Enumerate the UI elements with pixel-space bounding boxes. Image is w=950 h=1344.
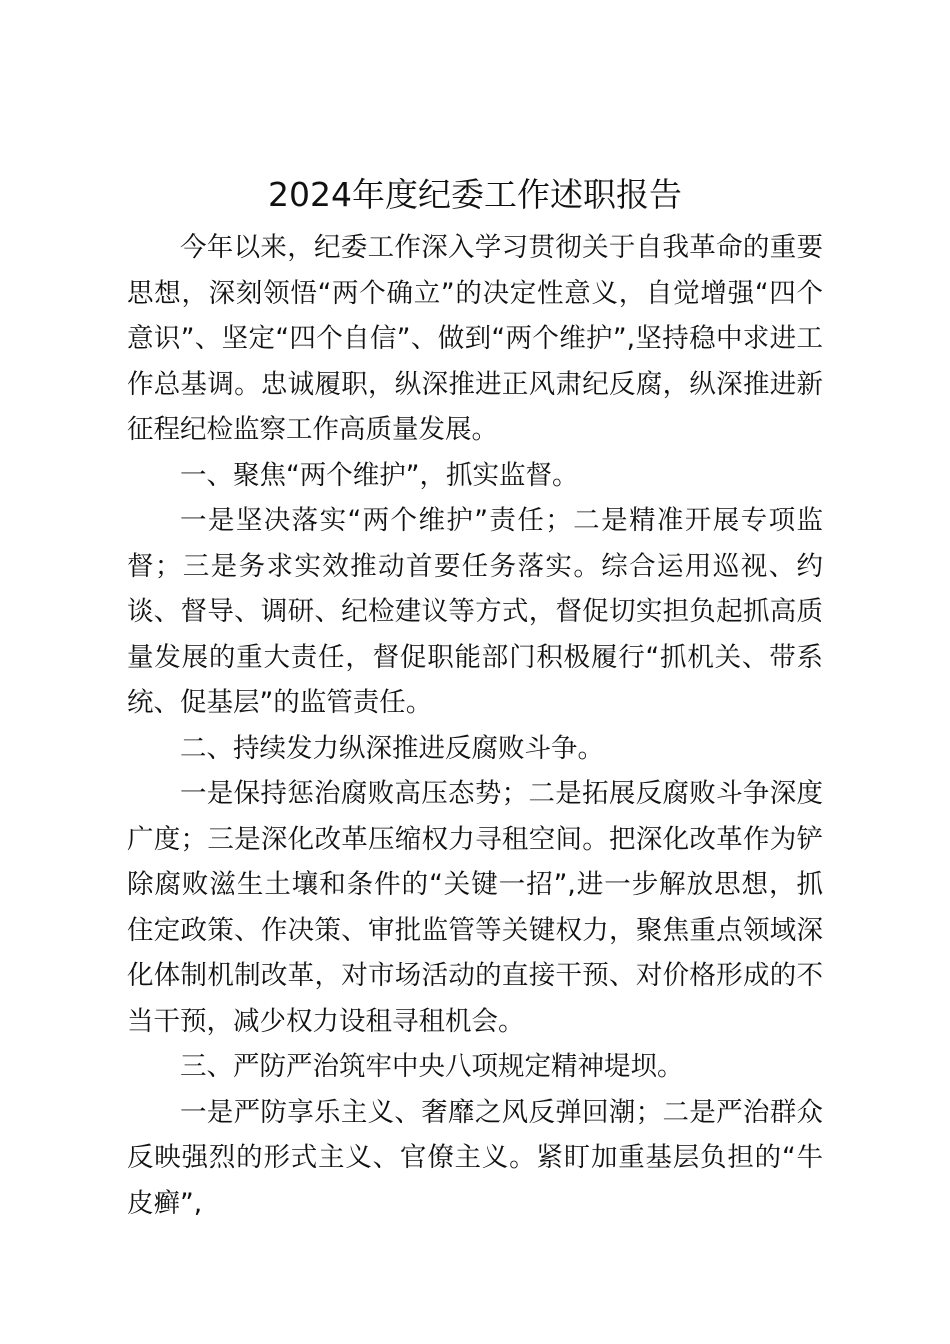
- section-paragraph-1: 一是坚决落实“两个维护”责任；二是精准开展专项监督；三是务求实效推动首要任务落实。综合运用巡视、约谈、督导、调研、纪检建议等方式，督促切实担负起抓高质量发展的重大责任，督促职能部门积极履行“抓机关、带系统、促基层”的监管责任。: [127, 505, 823, 718]
- intro-paragraph: 今年以来，纪委工作深入学习贯彻关于自我革命的重要思想，深刻领悟“两个确立”的决定性意义，自觉增强“四个意识”、坚定“四个自信”、做到“两个维护”,坚持稳中求进工作总基调。忠诚履职，纵深推进正风肃纪反腐，纵深推进新征程纪检监察工作高质量发展。: [127, 232, 823, 445]
- section-paragraph-2: 一是保持惩治腐败高压态势；二是拓展反腐败斗争深度广度；三是深化改革压缩权力寻租空间。把深化改革作为铲除腐败滋生土壤和条件的“关键一招”,进一步解放思想，抓住定政策、作决策、审批监管等关键权力，聚焦重点领域深化体制机制改革，对市场活动的直接干预、对价格形成的不当干预，减少权力设租寻租机会。: [127, 778, 823, 1037]
- document-title: 2024年度纪委工作述职报告: [268, 175, 682, 214]
- section-heading-1: 一、聚焦“两个维护”，抓实监督。: [180, 459, 579, 491]
- section-heading-3: 三、严防严治筑牢中央八项规定精神堤坝。: [180, 1051, 684, 1082]
- section-heading-2: 二、持续发力纵深推进反腐败斗争。: [180, 732, 604, 764]
- section-paragraph-3: 一是严防享乐主义、奢靡之风反弹回潮；二是严治群众反映强烈的形式主义、官僚主义。紧盯加重基层负担的“牛皮癣”,: [127, 1096, 823, 1219]
- document-body: [127, 225, 823, 1226]
